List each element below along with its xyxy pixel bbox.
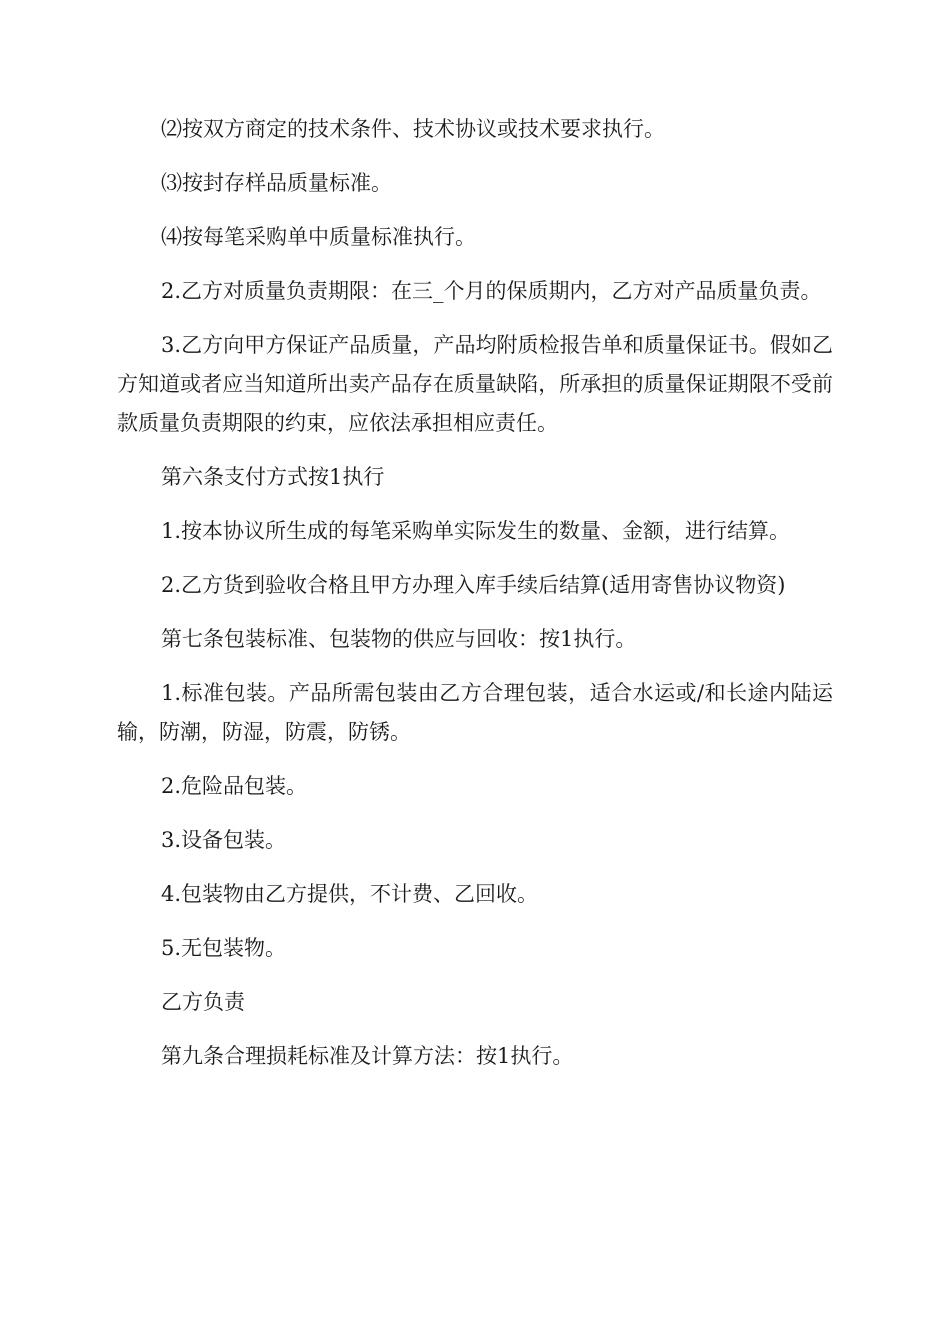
heading-article-6-payment: 第六条支付方式按1执行 <box>161 465 385 489</box>
heading-article-7-packaging: 第七条包装标准、包装物的供应与回收：按1执行。 <box>161 627 637 651</box>
paragraph-quality-guarantee: 3.乙方向甲方保证产品质量，产品均附质检报告单和质量保证书。假如乙方知道或者应当知道所出卖产品存在质量缺陷，所承担的质量保证期限不受前款质量负责期限的约束，应依法承担相应责任。 <box>117 333 833 435</box>
paragraph-quality-clause-2: ⑵按双方商定的技术条件、技术协议或技术要求执行。 <box>161 117 665 141</box>
paragraph-quality-clause-4: ⑷按每笔采购单中质量标准执行。 <box>161 225 476 249</box>
paragraph-packaging-5: 5.无包装物。 <box>161 936 287 960</box>
paragraph-packaging-2: 2.危险品包装。 <box>161 774 308 798</box>
paragraph-quality-period: 2.乙方对质量负责期限：在三_个月的保质期内，乙方对产品质量负责。 <box>161 279 822 303</box>
paragraph-packaging-4: 4.包装物由乙方提供，不计费、乙回收。 <box>161 882 539 906</box>
paragraph-party-b-responsible: 乙方负责 <box>161 990 245 1014</box>
document-body <box>117 110 833 1091</box>
paragraph-quality-clause-3: ⑶按封存样品质量标准。 <box>161 171 392 195</box>
paragraph-payment-2: 2.乙方货到验收合格且甲方办理入库手续后结算(适用寄售协议物资) <box>161 573 786 597</box>
paragraph-payment-1: 1.按本协议所生成的每笔采购单实际发生的数量、金额，进行结算。 <box>161 519 791 543</box>
heading-article-9-loss: 第九条合理损耗标准及计算方法：按1执行。 <box>161 1044 574 1068</box>
paragraph-packaging-1: 1.标准包装。产品所需包装由乙方合理包装，适合水运或/和长途内陆运输，防潮，防湿，防震，防锈。 <box>117 681 833 744</box>
paragraph-packaging-3: 3.设备包装。 <box>161 828 287 852</box>
